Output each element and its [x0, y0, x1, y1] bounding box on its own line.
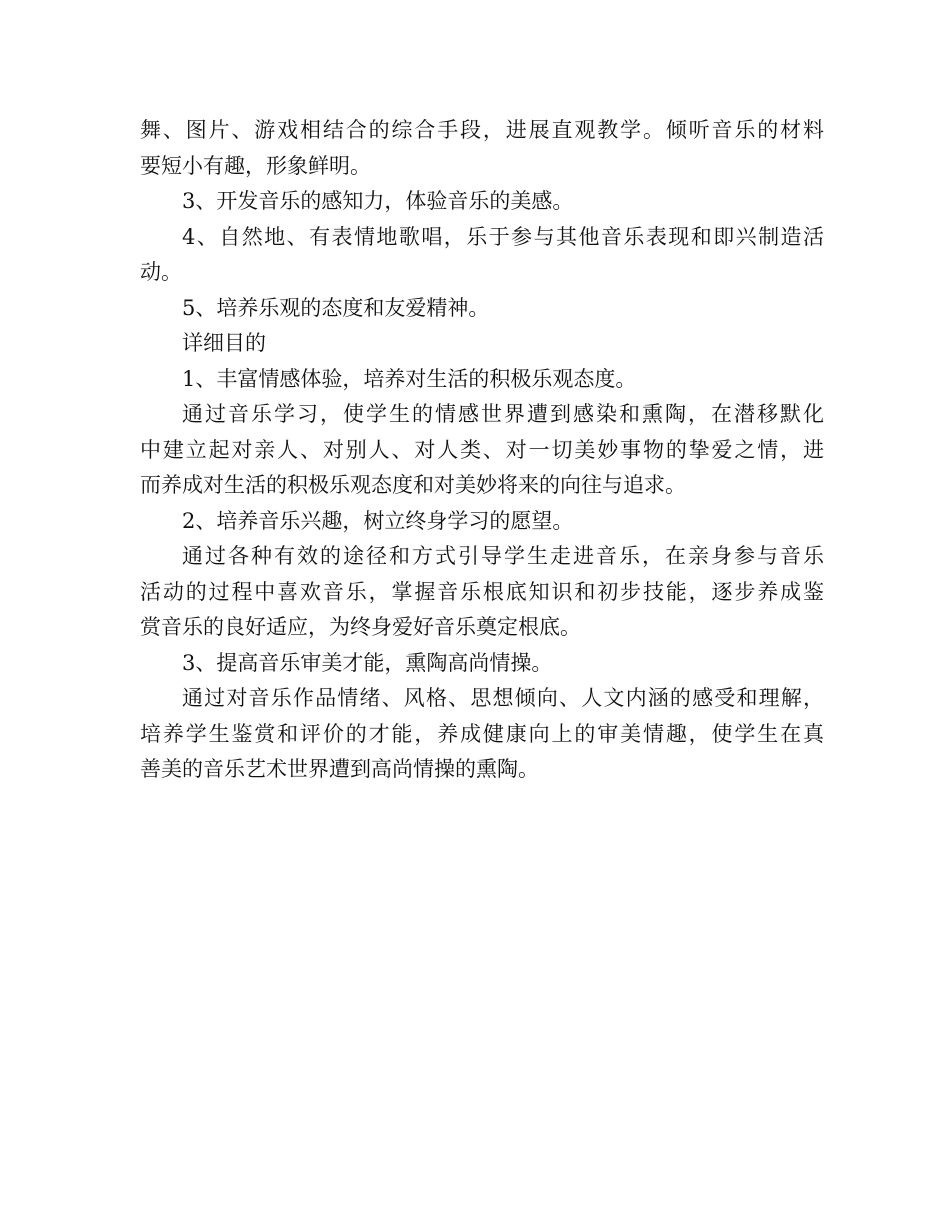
paragraph-line: 活动的过程中喜欢音乐，掌握音乐根底知识和初步技能，逐步养成鉴 — [140, 579, 824, 604]
paragraph-line: 通过各种有效的途径和方式引导学生走进音乐，在亲身参与音乐 — [182, 544, 824, 568]
paragraph-line: 赏音乐的良好适应，为终身爱好音乐奠定根底。 — [140, 615, 581, 639]
paragraph-line: 培养学生鉴赏和评价的才能，养成健康向上的审美情趣，使学生在真 — [140, 721, 824, 746]
list-item-3: 3、开发音乐的感知力，体验音乐的美感。 — [182, 189, 574, 213]
paragraph-line: 善美的音乐艺术世界遭到高尚情操的熏陶。 — [140, 757, 539, 781]
paragraph-line: 通过对音乐作品情绪、风格、思想倾向、人文内涵的感受和理解， — [182, 686, 824, 710]
list-item-4: 4、自然地、有表情地歌唱，乐于参与其他音乐表现和即兴制造活 — [182, 224, 824, 249]
list-item-5: 5、培养乐观的态度和友爱精神。 — [182, 295, 490, 320]
section-heading: 详细目的 — [182, 331, 266, 355]
objective-heading-1: 1、丰富情感体验，培养对生活的积极乐观态度。 — [182, 366, 637, 391]
objective-heading-3: 3、提高音乐审美才能，熏陶高尚情操。 — [182, 650, 553, 675]
paragraph-line: 通过音乐学习，使学生的情感世界遭到感染和熏陶，在潜移默化 — [182, 402, 824, 426]
paragraph-line: 要短小有趣，形象鲜明。 — [140, 153, 371, 178]
paragraph-line: 而养成对生活的积极乐观态度和对美妙将来的向往与追求。 — [140, 473, 686, 497]
paragraph-line: 舞、图片、游戏相结合的综合手段，进展直观教学。倾听音乐的材料 — [140, 118, 824, 142]
objective-heading-2: 2、培养音乐兴趣，树立终身学习的愿望。 — [182, 508, 574, 533]
paragraph-line: 动。 — [140, 260, 182, 284]
paragraph-line: 中建立起对亲人、对别人、对人类、对一切美妙事物的挚爱之情，进 — [140, 437, 824, 462]
document-body — [140, 113, 824, 788]
